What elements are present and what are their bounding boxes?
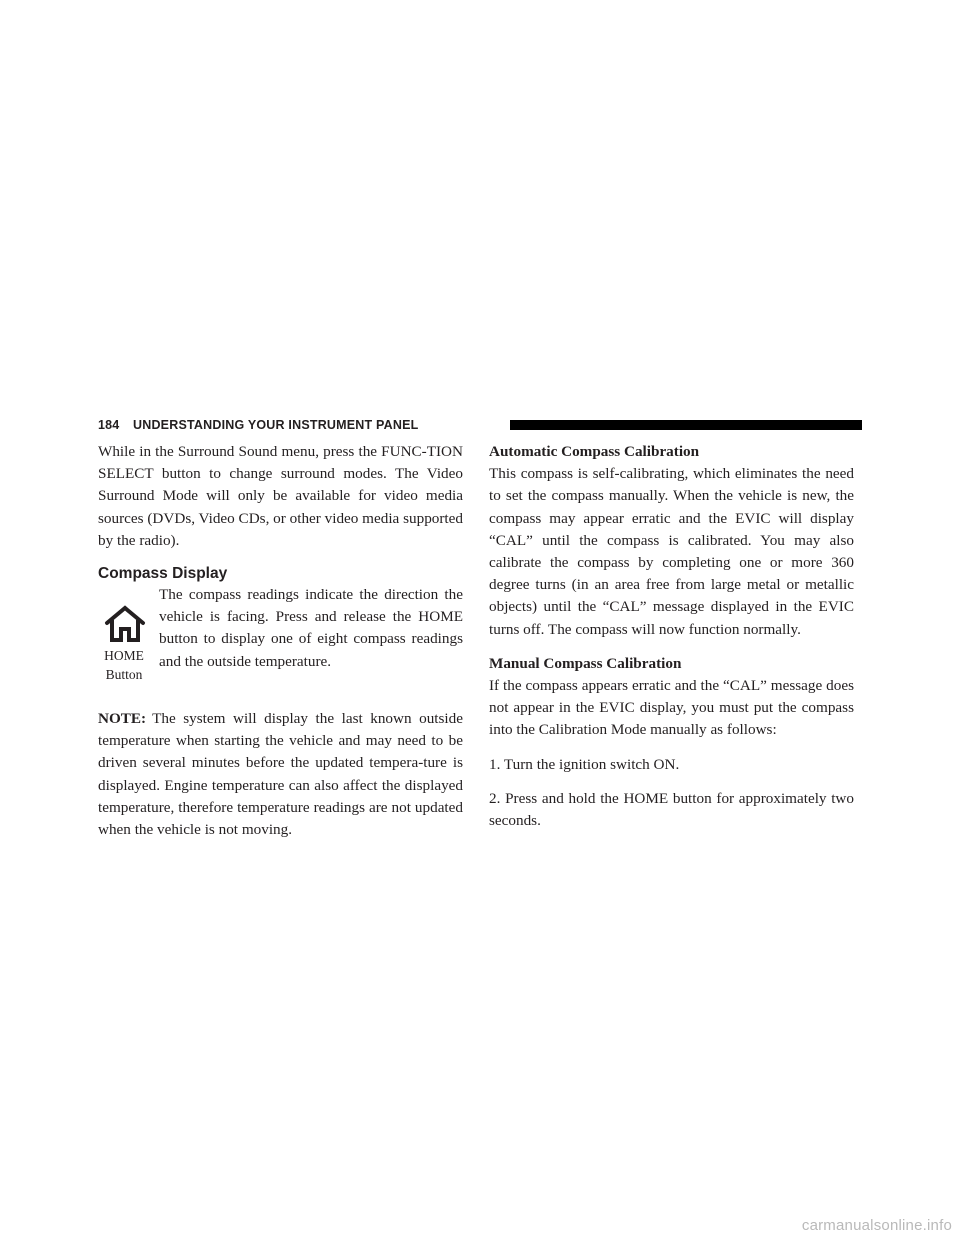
calibration-step-1: 1. Turn the ignition switch ON. <box>489 755 680 773</box>
left-column <box>98 441 463 841</box>
section-title: UNDERSTANDING YOUR INSTRUMENT PANEL <box>133 418 419 432</box>
note-text: The system will display the last known outside temperature when starting the vehicle and may need to be driven several minutes before the updated tempera-ture is displayed. Engine temperature can also affect the displayed temperature, therefore temperature readings are not updated when the vehicle is not moving. <box>98 710 463 839</box>
surround-sound-paragraph: While in the Surround Sound menu, press the FUNC-TION SELECT button to change surround modes. The Video Surround Mode will only be available for video media sources (DVDs, Video CDs, or other video media supported by the radio). <box>98 443 463 549</box>
home-icon <box>104 604 146 642</box>
compass-display-block <box>98 584 463 696</box>
compass-display-text: The compass readings indicate the direction the vehicle is facing. Press and release the HOME button to display one of eight compass readings and the outside temperature. <box>159 586 463 670</box>
right-column <box>489 441 854 832</box>
automatic-calibration-heading: Automatic Compass Calibration <box>489 443 700 460</box>
note-label: NOTE: <box>98 710 147 728</box>
home-button-caption <box>96 646 152 684</box>
manual-calibration-heading: Manual Compass Calibration <box>489 654 682 672</box>
note-paragraph <box>98 708 463 841</box>
home-caption-line-2: Button <box>105 667 143 683</box>
home-caption-line-1: HOME <box>104 648 144 664</box>
header-rule-bar <box>510 420 862 430</box>
compass-display-heading: Compass Display <box>98 565 228 583</box>
page-header <box>98 417 862 434</box>
automatic-calibration-text: This compass is self-calibrating, which eliminates the need to set the compass manually. When the vehicle is new, the compass may appear erratic and the EVIC will display “CAL” until the compass is calibrated. You may also calibrate the compass by completing one or more 360 degree turns (in an area free from large metal or metallic objects) until the “CAL” message displayed in the EVIC turns off. The compass will now function normally. <box>489 465 854 638</box>
calibration-step-2: 2. Press and hold the HOME button for approximately two seconds. <box>489 789 854 830</box>
watermark: carmanualsonline.info <box>801 1217 952 1234</box>
page-number: 184 <box>98 418 120 432</box>
manual-calibration-text: If the compass appears erratic and the “CAL” message does not appear in the EVIC display, you must put the compass into the Calibration Mode manually as follows: <box>489 677 854 739</box>
home-button-figure <box>98 604 152 684</box>
